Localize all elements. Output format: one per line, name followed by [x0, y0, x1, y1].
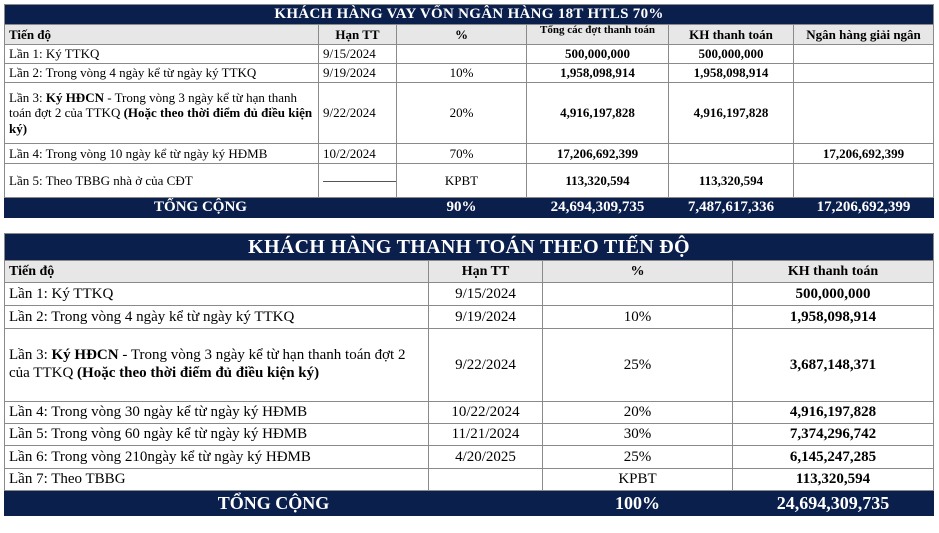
- table-row: [5, 164, 934, 198]
- percent: [543, 283, 733, 306]
- payment-schedule-title: KHÁCH HÀNG THANH TOÁN THEO TIẾN ĐỘ: [5, 234, 934, 261]
- col-header-due-date: Hạn TT: [429, 261, 543, 283]
- table-row: [5, 283, 934, 306]
- stage-label: Lần 3: Ký HĐCN - Trong vòng 3 ngày kể từ hạn thanh toán đợt 2 của TTKQ (Hoặc theo thời điểm đủ điều kiện ký): [5, 329, 429, 402]
- loan-schedule-table: [4, 4, 933, 218]
- total-amount: 24,694,309,735: [527, 198, 669, 218]
- due-date: 9/22/2024: [429, 329, 543, 402]
- customer-amount: 113,320,594: [733, 469, 934, 491]
- customer-amount: 113,320,594: [669, 164, 794, 198]
- customer-amount: 6,145,247,285: [733, 446, 934, 469]
- due-date: 9/22/2024: [319, 83, 397, 144]
- col-header-progress: Tiến độ: [5, 261, 429, 283]
- total-label: TỔNG CỘNG: [5, 198, 397, 218]
- percent: 20%: [397, 83, 527, 144]
- table-row: [5, 446, 934, 469]
- due-date: [319, 164, 397, 198]
- col-header-due-date: Hạn TT: [319, 25, 397, 45]
- table-row: [5, 402, 934, 424]
- customer-amount: 500,000,000: [669, 45, 794, 64]
- percent: 10%: [543, 306, 733, 329]
- col-header-progress: Tiến độ: [5, 25, 319, 45]
- loan-schedule-title: KHÁCH HÀNG VAY VỐN NGÂN HÀNG 18T HTLS 70%: [5, 5, 934, 25]
- percent: 70%: [397, 144, 527, 164]
- bank-amount: [794, 45, 934, 64]
- due-date: 9/19/2024: [319, 64, 397, 83]
- stage-label: Lần 4: Trong vòng 10 ngày kể từ ngày ký HĐMB: [5, 144, 319, 164]
- bank-amount: [794, 64, 934, 83]
- table-row: [5, 64, 934, 83]
- customer-amount: 1,958,098,914: [669, 64, 794, 83]
- percent: 20%: [543, 402, 733, 424]
- due-date: 11/21/2024: [429, 424, 543, 446]
- total-amount: 17,206,692,399: [527, 144, 669, 164]
- total-amount: 4,916,197,828: [527, 83, 669, 144]
- customer-amount: [669, 144, 794, 164]
- bank-amount: [794, 164, 934, 198]
- customer-amount: 4,916,197,828: [669, 83, 794, 144]
- stage-label: Lần 3: Ký HĐCN - Trong vòng 3 ngày kể từ hạn thanh toán đợt 2 của TTKQ (Hoặc theo thời điểm đủ điều kiện ký): [5, 83, 319, 144]
- percent: KPBT: [543, 469, 733, 491]
- due-date: [429, 469, 543, 491]
- customer-amount: 3,687,148,371: [733, 329, 934, 402]
- table-row: [5, 469, 934, 491]
- col-header-customer-payment: KH thanh toán: [669, 25, 794, 45]
- bank-amount: 17,206,692,399: [794, 144, 934, 164]
- due-date: 9/19/2024: [429, 306, 543, 329]
- table-row: [5, 424, 934, 446]
- total-bank-amount: 17,206,692,399: [794, 198, 934, 218]
- stage-label: Lần 1: Ký TTKQ: [5, 283, 429, 306]
- percent: 25%: [543, 329, 733, 402]
- percent: 30%: [543, 424, 733, 446]
- stage-label: Lần 2: Trong vòng 4 ngày kể từ ngày ký TTKQ: [5, 306, 429, 329]
- percent: [397, 45, 527, 64]
- percent: KPBT: [397, 164, 527, 198]
- blank-line: [323, 181, 397, 182]
- stage-label: Lần 5: Trong vòng 60 ngày kể từ ngày ký HĐMB: [5, 424, 429, 446]
- due-date: 10/2/2024: [319, 144, 397, 164]
- due-date: 10/22/2024: [429, 402, 543, 424]
- total-label: TỔNG CỘNG: [5, 491, 543, 516]
- percent: 25%: [543, 446, 733, 469]
- due-date: 4/20/2025: [429, 446, 543, 469]
- customer-amount: 1,958,098,914: [733, 306, 934, 329]
- bank-amount: [794, 83, 934, 144]
- due-date: 9/15/2024: [319, 45, 397, 64]
- total-percent: 90%: [397, 198, 527, 218]
- col-header-percent: %: [543, 261, 733, 283]
- col-header-total-payments: Tổng các đợt thanh toán: [527, 25, 669, 45]
- percent: 10%: [397, 64, 527, 83]
- payment-schedule-table: [4, 233, 933, 516]
- total-customer-amount: 7,487,617,336: [669, 198, 794, 218]
- total-percent: 100%: [543, 491, 733, 516]
- total-amount: 1,958,098,914: [527, 64, 669, 83]
- stage-label: Lần 7: Theo TBBG: [5, 469, 429, 491]
- table-row: [5, 45, 934, 64]
- due-date: 9/15/2024: [429, 283, 543, 306]
- col-header-bank-disbursement: Ngân hàng giải ngân: [794, 25, 934, 45]
- total-customer-amount: 24,694,309,735: [733, 491, 934, 516]
- total-row: [5, 198, 934, 218]
- stage-label: Lần 5: Theo TBBG nhà ở của CĐT: [5, 164, 319, 198]
- table-row: [5, 83, 934, 144]
- table-row: [5, 306, 934, 329]
- table-row: [5, 329, 934, 402]
- stage-label: Lần 4: Trong vòng 30 ngày kể từ ngày ký HĐMB: [5, 402, 429, 424]
- stage-label: Lần 6: Trong vòng 210ngày kể từ ngày ký HĐMB: [5, 446, 429, 469]
- total-row: [5, 491, 934, 516]
- customer-amount: 4,916,197,828: [733, 402, 934, 424]
- customer-amount: 7,374,296,742: [733, 424, 934, 446]
- customer-amount: 500,000,000: [733, 283, 934, 306]
- stage-label: Lần 2: Trong vòng 4 ngày kể từ ngày ký TTKQ: [5, 64, 319, 83]
- col-header-customer-payment: KH thanh toán: [733, 261, 934, 283]
- col-header-percent: %: [397, 25, 527, 45]
- total-amount: 500,000,000: [527, 45, 669, 64]
- table-row: [5, 144, 934, 164]
- total-amount: 113,320,594: [527, 164, 669, 198]
- stage-label: Lần 1: Ký TTKQ: [5, 45, 319, 64]
